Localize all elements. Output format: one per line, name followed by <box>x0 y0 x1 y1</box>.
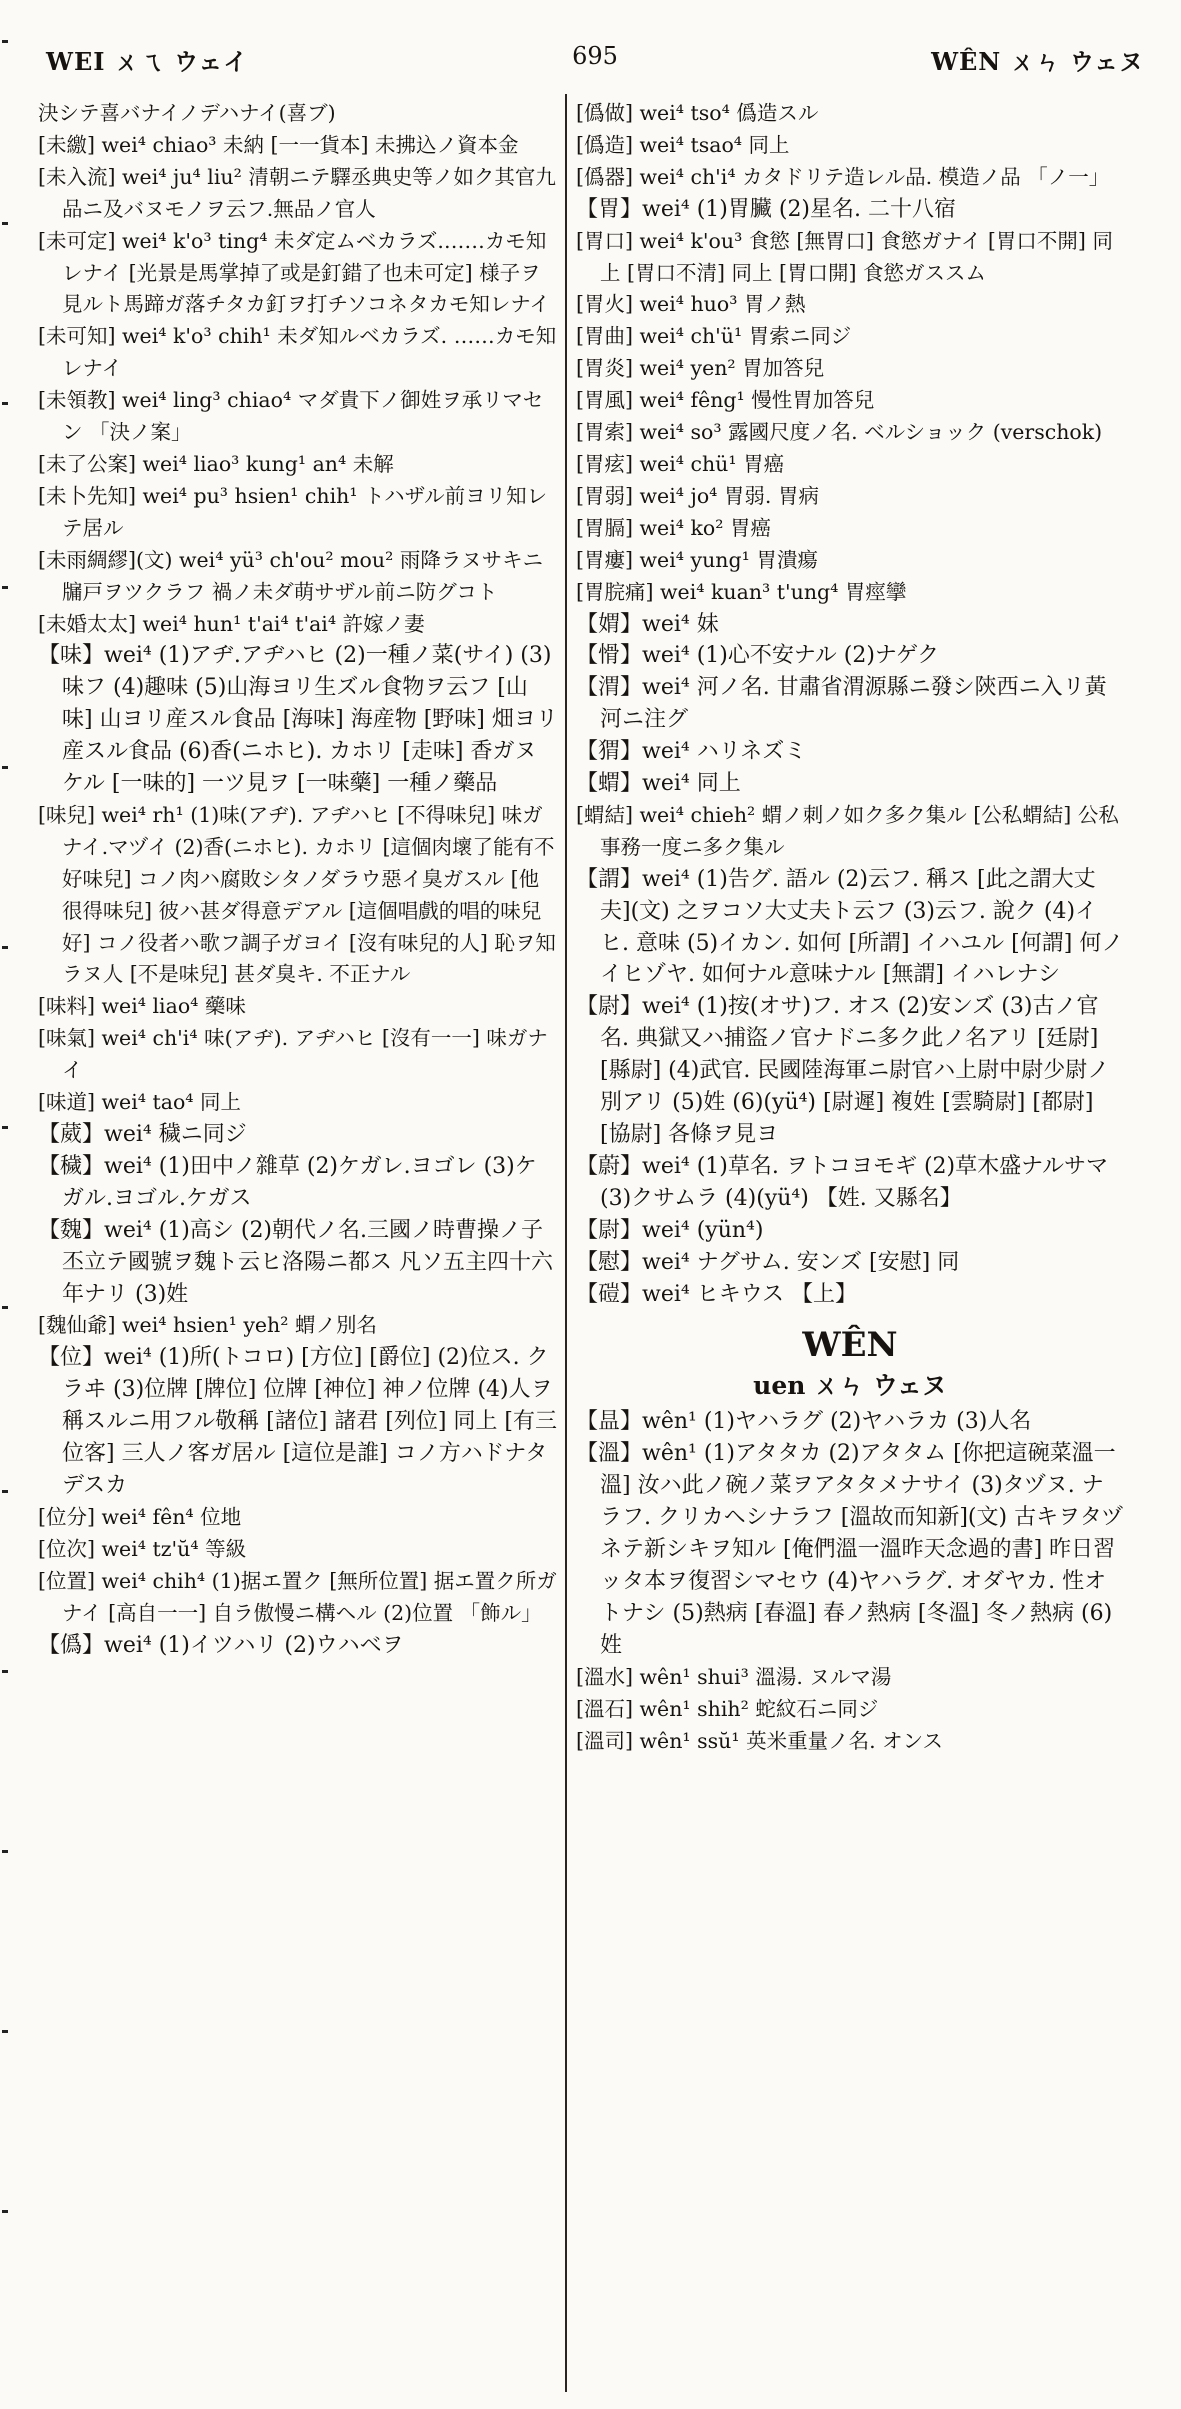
dictionary-entry: [胃脘痛] wei⁴ kuan³ t'ung⁴ 胃痙攣 <box>576 579 907 604</box>
scan-mark <box>2 1850 8 1853</box>
dictionary-entry: 【愲】wei⁴ (1)心不安ナル (2)ナゲク <box>576 643 940 669</box>
dictionary-entry: 【穢】wei⁴ (1)田中ノ雜草 (2)ケガレ.ヨゴレ (3)ケガル.ヨゴル.ケガス <box>38 1153 537 1211</box>
dictionary-entry: 【味】wei⁴ (1)アヂ.アヂハヒ (2)一種ノ菜(サイ) (3)味フ (4)趣味 (5)山海ヨリ生ズル食物ヲ云フ [山味] 山ヨリ産スル食品 [海味] 海産物 [野味] 畑ヨリ産スル食品 (6)香(ニホヒ). カホリ [走味] 香ガヌケル [一味的] 一ツ見ヲ [一味藥] 一種ノ藥品 <box>38 643 558 797</box>
scan-mark <box>2 1126 8 1129</box>
dictionary-entry: [位次] wei⁴ tz'ŭ⁴ 等級 <box>38 1536 247 1561</box>
scan-mark <box>2 946 8 949</box>
dictionary-entry: 【蔚】wei⁴ (1)草名. ヲトコヨモギ (2)草木盛ナルサマ (3)クサムラ (4)(yü⁴) 【姓. 又縣名】 <box>576 1153 1109 1211</box>
dictionary-entry: 【魏】wei⁴ (1)高シ (2)朝代ノ名.三國ノ時曹操ノ子丕立テ國號ヲ魏ト云ヒ洛陽ニ都ス 凡ソ五主四十六年ナリ (3)姓 <box>38 1217 553 1307</box>
dictionary-entry: [未可知] wei⁴ k'o³ chih¹ 未ダ知ルベカラズ. ……カモ知レナイ <box>38 324 557 381</box>
scan-mark <box>2 2210 8 2213</box>
dictionary-entry: [溫司] wên¹ ssŭ¹ 英米重量ノ名. オンス <box>576 1728 944 1753</box>
dictionary-entry: 【溫】wên¹ (1)アタタカ (2)アタタム [你把這碗菜溫一溫] 汝ハ此ノ碗ノ菜ヲアタタメナサイ (3)タヅヌ. ナラフ. クリカヘシナラフ [溫故而知新](文) 古キヲタヅネテ新シキヲ知ル [俺們溫一溫昨天念過的書] 昨日習ッタ本ヲ復習シマセウ (4)ヤハラグ. オダヤカ. 性オトナシ (5)熱病 [春溫] 春ノ熱病 [冬溫] 冬ノ熱病 (6)姓 <box>576 1441 1124 1658</box>
scan-mark <box>2 1490 8 1493</box>
left-column <box>38 98 558 1661</box>
section-heading: WÊN <box>802 1325 898 1366</box>
dictionary-entry: [胃痃] wei⁴ chü¹ 胃癌 <box>576 451 785 476</box>
dictionary-entry: 【尉】wei⁴ (1)按(オサ)フ. オス (2)安ンズ (3)古ノ官名. 典獄又ハ捕盜ノ官ナドニ多ク此ノ名アリ [廷尉] [縣尉] (4)武官. 民國陸海軍ニ尉官ハ上尉中尉少尉ノ別アリ (5)姓 (6)(yü⁴) [尉遲] 複姓 [雲騎尉] [都尉] [協尉] 各條ヲ見ヨ <box>576 994 1110 1147</box>
scan-mark <box>2 1670 8 1673</box>
dictionary-entry: [溫水] wên¹ shui³ 溫湯. ヌルマ湯 <box>576 1664 892 1689</box>
dictionary-entry: [味氣] wei⁴ ch'i⁴ 味(アヂ). アヂハヒ [沒有一一] 味ガナイ <box>38 1026 548 1083</box>
dictionary-entry: [未卜先知] wei⁴ pu³ hsien¹ chih¹ トハザル前ヨリ知レテ居ル <box>38 483 548 540</box>
dictionary-entry: [味兒] wei⁴ rh¹ (1)味(アヂ). アヂハヒ [不得味兒] 味ガナイ.マヅイ (2)香(ニホヒ). カホリ [這個肉壞了能有不好味兒] コノ肉ハ腐敗シタノダラウ惡イ臭ガスル [他很得味兒] 彼ハ甚ダ得意デアル [這個唱戲的唱的味兒好] コノ役者ハ歌フ調子ガヨイ [沒有味兒的人] 恥ヲ知ラヌ人 [不是味兒] 甚ダ臭キ. 不正ナル <box>38 802 556 987</box>
dictionary-entry: [胃瘻] wei⁴ yung¹ 胃潰瘍 <box>576 547 818 572</box>
scan-mark <box>2 2030 8 2033</box>
dictionary-entry: 【渭】wei⁴ 河ノ名. 甘肅省渭源縣ニ發シ陝西ニ入リ黃河ニ注グ <box>576 675 1107 733</box>
dictionary-entry: [蝟結] wei⁴ chieh² 蝟ノ刺ノ如ク多ク集ル [公私蝟結] 公私事務一度ニ多ク集ル <box>576 802 1119 859</box>
dictionary-entry: [胃弱] wei⁴ jo⁴ 胃弱. 胃病 <box>576 483 819 508</box>
dictionary-entry: [味料] wei⁴ liao⁴ 藥味 <box>38 994 246 1019</box>
dictionary-entry: [位分] wei⁴ fên⁴ 位地 <box>38 1504 242 1529</box>
page-header <box>30 36 1160 78</box>
dictionary-entry: [僞造] wei⁴ tsao⁴ 同上 <box>576 132 790 157</box>
header-right-guide: WÊN ㄨㄣ ウェヌ <box>931 47 1144 76</box>
dictionary-entry: 【位】wei⁴ (1)所(トコロ) [方位] [爵位] (2)位ス. クラヰ (3)位牌 [牌位] 位牌 [神位] 神ノ位牌 (4)人ヲ稱スルニ用フル敬稱 [諸位] 諸君 [列位] 同上 [有三位客] 三人ノ客ガ居ル [這位是誰] コノ方ハドナタデスカ <box>38 1345 558 1498</box>
dictionary-entry: [胃火] wei⁴ huo³ 胃ノ熱 <box>576 292 806 317</box>
dictionary-entry: [未入流] wei⁴ ju⁴ liu² 清朝ニテ驛丞典史等ノ如ク其官九品ニ及バヌモノヲ云フ.無品ノ官人 <box>38 164 556 221</box>
dictionary-entry: [胃口] wei⁴ k'ou³ 食慾 [無胃口] 食慾ガナイ [胃口不開] 同上 [胃口不清] 同上 [胃口開] 食慾ガススム <box>576 228 1113 285</box>
dictionary-entry: 【胃】wei⁴ (1)胃臟 (2)星名. 二十八宿 <box>576 196 957 222</box>
dictionary-entry: 【謂】wei⁴ (1)告グ. 語ル (2)云フ. 稱ス [此之謂大丈夫](文) 之ヲコソ大丈夫ト云フ (3)云フ. 說ク (4)イヒ. 意味 (5)イカン. 如何 [所謂] イハユル [何謂] 何ノイヒゾヤ. 如何ナル意味ナル [無謂] イハレナシ <box>576 866 1124 988</box>
scan-mark <box>2 586 8 589</box>
dictionary-entry: 【尉】wei⁴ (yün⁴) <box>576 1217 764 1243</box>
scan-mark <box>2 222 8 225</box>
dictionary-entry: [味道] wei⁴ tao⁴ 同上 <box>38 1090 242 1115</box>
dictionary-entry: [魏仙爺] wei⁴ hsien¹ yeh² 蝟ノ別名 <box>38 1313 377 1338</box>
dictionary-entry: [未繳] wei⁴ chiao³ 未納 [一一貨本] 未拂込ノ資本金 <box>38 132 519 157</box>
dictionary-entry: 【磑】wei⁴ ヒキウス 【上】 <box>576 1281 858 1307</box>
dictionary-entry: [位置] wei⁴ chih⁴ (1)据エ置ク [無所位置] 据エ置ク所ガナイ [高自一一] 自ラ傲慢ニ構ヘル (2)位置 「飾ル」 <box>38 1568 557 1625</box>
dictionary-entry: [僞做] wei⁴ tso⁴ 僞造スル <box>576 101 819 125</box>
dictionary-entry: [溫石] wên¹ shih² 蛇紋石ニ同ジ <box>576 1696 879 1721</box>
column-divider <box>565 94 567 2392</box>
dictionary-entry: [未可定] wei⁴ k'o³ ting⁴ 未ダ定ムベカラズ.……カモ知レナイ [光景是馬掌掉了或是釘錯了也未可定] 様子ヲ見ルト馬蹄ガ落チタカ釘ヲ打チソコネタカモ知レナイ <box>38 228 550 317</box>
dictionary-page <box>30 36 1160 2386</box>
right-column <box>576 98 1124 1757</box>
dictionary-entry: 【慰】wei⁴ ナグサム. 安ンズ [安慰] 同 <box>576 1249 960 1275</box>
scan-mark <box>2 40 8 43</box>
dictionary-entry: [胃索] wei⁴ so³ 露國尺度ノ名. ベルショック (verschok) <box>576 420 1103 445</box>
scan-mark <box>2 1306 8 1309</box>
dictionary-entry: [未雨綢繆](文) wei⁴ yü³ ch'ou² mou² 雨降ラヌサキニ牖戸ヲツクラフ 禍ノ未ダ萌サザル前ニ防グコト <box>38 547 544 604</box>
scan-edge <box>0 0 6 2409</box>
dictionary-entry: 【蝟】wei⁴ 同上 <box>576 771 741 797</box>
dictionary-entry: [胃膈] wei⁴ ko² 胃癌 <box>576 515 771 540</box>
dictionary-entry: [未領教] wei⁴ ling³ chiao⁴ マダ貴下ノ御姓ヲ承リマセン 「決ノ案」 <box>38 388 544 445</box>
dictionary-entry: [胃曲] wei⁴ ch'ü¹ 胃索ニ同ジ <box>576 324 852 349</box>
dictionary-entry: 【猬】wei⁴ ハリネズミ <box>576 739 807 765</box>
scan-mark <box>2 402 8 405</box>
dictionary-entry: 【媦】wei⁴ 妹 <box>576 611 719 637</box>
header-left-guide: WEI ㄨㄟ ウェイ <box>46 47 249 76</box>
dictionary-entry: 【葳】wei⁴ 穢ニ同ジ <box>38 1122 247 1147</box>
dictionary-entry: 【僞】wei⁴ (1)イツハリ (2)ウハベヲ <box>38 1632 404 1658</box>
dictionary-entry: [未婚太太] wei⁴ hun¹ t'ai⁴ t'ai⁴ 許嫁ノ妻 <box>38 611 425 636</box>
dictionary-entry: [僞器] wei⁴ ch'i⁴ カタドリテ造レル品. 模造ノ品 「ノ一」 <box>576 164 1110 189</box>
right-column-entries <box>576 98 1124 1310</box>
dictionary-entry: 【昷】wên¹ (1)ヤハラグ (2)ヤハラカ (3)人名 <box>576 1409 1032 1435</box>
dictionary-entry: [未了公案] wei⁴ liao³ kung¹ an⁴ 未解 <box>38 451 394 476</box>
dictionary-entry: [胃炎] wei⁴ yen² 胃加答兒 <box>576 356 825 381</box>
dictionary-entry: 決シテ喜バナイノデハナイ(喜ブ) <box>38 101 336 125</box>
page-number: 695 <box>572 42 618 70</box>
section-subheading: uen ㄨㄣ ウェヌ <box>753 1371 947 1401</box>
dictionary-entry: [胃風] wei⁴ fêng¹ 慢性胃加答兒 <box>576 388 875 413</box>
scan-mark <box>2 766 8 769</box>
right-column-section-entries <box>576 1406 1124 1757</box>
